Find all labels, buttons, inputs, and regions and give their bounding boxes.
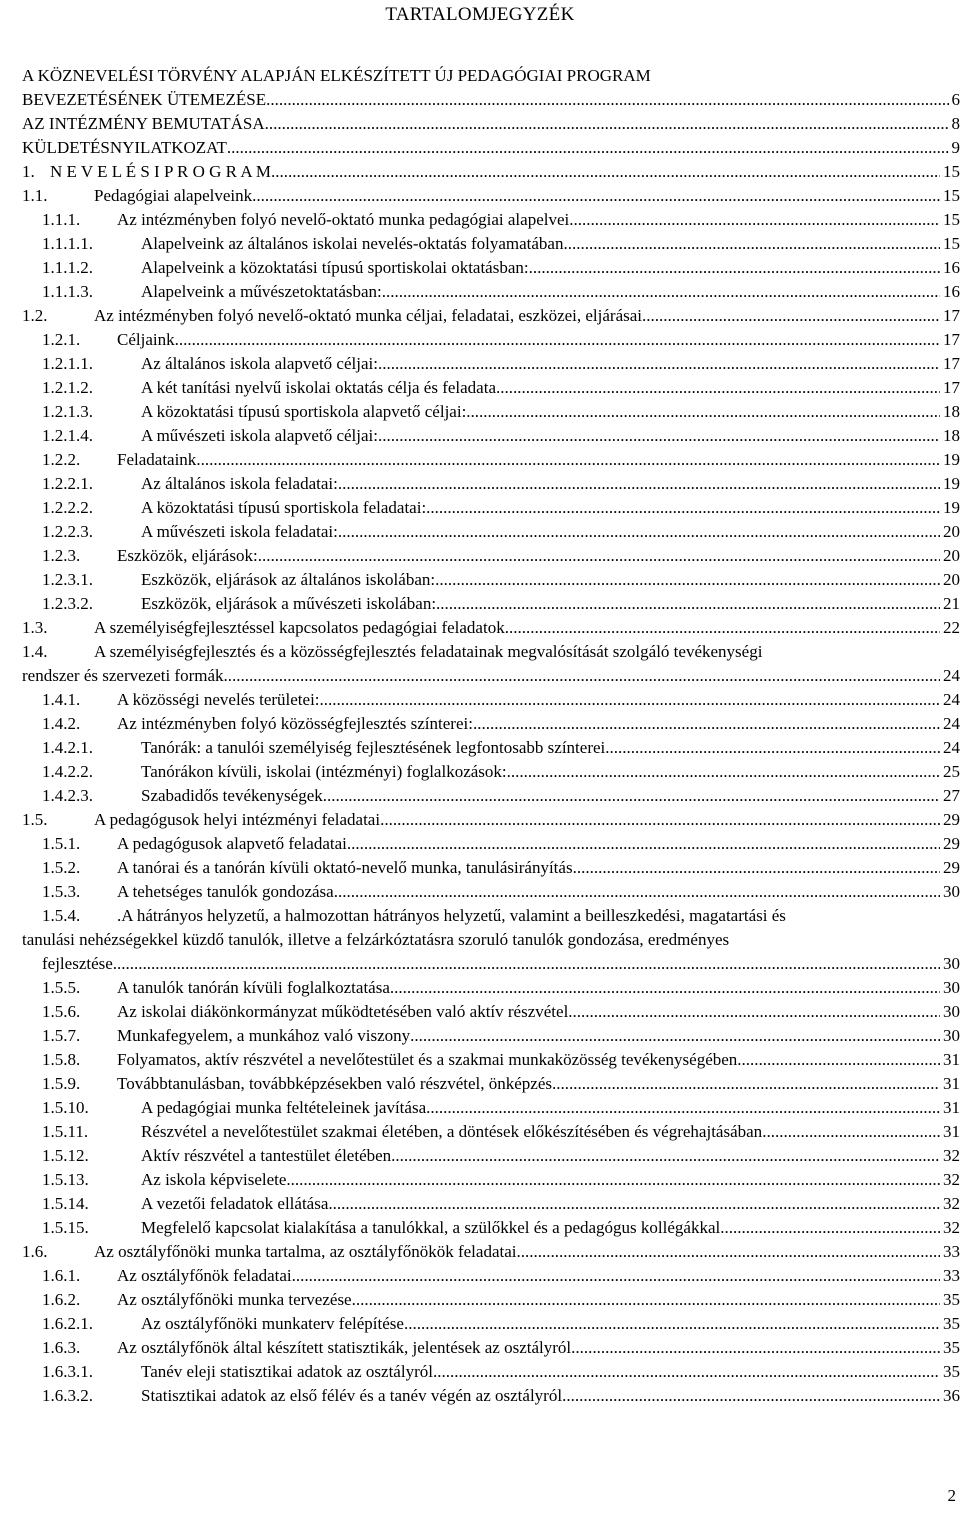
toc-dot-leader — [720, 1216, 940, 1240]
toc-entry-number: 1.1.1.1. — [42, 234, 93, 253]
toc-dot-leader — [466, 400, 940, 424]
toc-entry-title: A tehetséges tanulók gondozása — [117, 882, 334, 901]
toc-entry-title: Tanórákon kívüli, iskolai (intézményi) foglalkozások: — [141, 762, 507, 781]
toc-entry-page: 32 — [943, 1146, 960, 1165]
toc-entry-number: 1. — [22, 162, 35, 181]
toc-entry-title: A pedagógusok helyi intézményi feladatai — [94, 810, 381, 829]
toc-entry[interactable] — [22, 856, 960, 880]
toc-entry-page: 20 — [943, 546, 960, 565]
toc-entry-page: 35 — [943, 1362, 960, 1381]
toc-entry-number: 1.5.14. — [42, 1194, 89, 1213]
toc-dot-leader — [286, 1168, 940, 1192]
toc-entry[interactable] — [22, 232, 960, 256]
toc-entry-number: 1.2.2.1. — [42, 474, 93, 493]
toc-entry-number: 1.5.13. — [42, 1170, 89, 1189]
toc-entry[interactable] — [22, 520, 960, 544]
toc-entry[interactable] — [22, 760, 960, 784]
toc-entry-page: 35 — [943, 1290, 960, 1309]
toc-entry-page: 21 — [943, 594, 960, 613]
toc-entry-page: 30 — [943, 882, 960, 901]
toc-dot-leader — [426, 1096, 940, 1120]
toc-dot-leader — [382, 280, 940, 304]
toc-entry-number: 1.2.1.1. — [42, 354, 93, 373]
toc-dot-leader — [552, 1072, 940, 1096]
toc-entry-text-line: .A hátrányos helyzetű, a halmozottan hátrányos helyzetű, valamint a beilleszkedési, magatartási és — [117, 906, 786, 925]
toc-entry[interactable] — [22, 1120, 960, 1144]
toc-entry-page: 20 — [943, 570, 960, 589]
toc-dot-leader — [496, 376, 940, 400]
toc-entry-number: 1.2.2.2. — [42, 498, 93, 517]
toc-entry[interactable] — [22, 784, 960, 808]
toc-entry[interactable] — [22, 1072, 960, 1096]
toc-entry-page: 9 — [951, 138, 960, 157]
toc-entry-title: Tanév eleji statisztikai adatok az osztályról — [141, 1362, 433, 1381]
toc-entry-number: 1.2.3.1. — [42, 570, 93, 589]
toc-entry-page: 20 — [943, 522, 960, 541]
toc-entry-page: 31 — [943, 1050, 960, 1069]
toc-entry-number: 1.4.2. — [42, 714, 81, 733]
toc-entry-number: 1.2.2.3. — [42, 522, 93, 541]
toc-entry-title: A pedagógusok alapvető feladatai — [117, 834, 347, 853]
toc-dot-leader — [334, 880, 940, 904]
toc-entry-page: 24 — [943, 666, 960, 685]
toc-entry[interactable] — [22, 376, 960, 400]
toc-dot-leader — [562, 1384, 940, 1408]
toc-entry-page: 25 — [943, 762, 960, 781]
toc-entry-title: KÜLDETÉSNYILATKOZAT — [22, 138, 227, 157]
toc-entry-page: 16 — [943, 282, 960, 301]
toc-entry-page: 17 — [943, 378, 960, 397]
toc-entry-page: 19 — [943, 450, 960, 469]
toc-entry-page: 32 — [943, 1194, 960, 1213]
toc-entry-title: Feladataink — [117, 450, 197, 469]
toc-dot-leader — [347, 832, 940, 856]
toc-dot-leader — [328, 1192, 940, 1216]
toc-entry[interactable] — [22, 712, 960, 736]
toc-entry-number: 1.2.1. — [42, 330, 81, 349]
toc-entry-title: A közoktatási típusú sportiskola alapvető céljai: — [141, 402, 467, 421]
toc-dot-leader — [571, 1336, 940, 1360]
toc-entry-number: 1.4.2.2. — [42, 762, 93, 781]
toc-dot-leader — [642, 304, 940, 328]
toc-entry[interactable] — [22, 1000, 960, 1024]
toc-entries — [22, 88, 960, 1408]
toc-dot-leader — [292, 1264, 940, 1288]
toc-dot-leader — [252, 184, 940, 208]
toc-entry-title: Megfelelő kapcsolat kialakítása a tanulókkal, a szülőkkel és a pedagógus kollégákkal — [141, 1218, 721, 1237]
toc-dot-leader — [224, 664, 940, 688]
toc-entry-number: 1.5.6. — [42, 1002, 81, 1021]
toc-dot-leader — [380, 808, 940, 832]
toc-entry-title: Eszközök, eljárások az általános iskolában: — [141, 570, 436, 589]
toc-entry[interactable] — [22, 1024, 960, 1048]
toc-entry[interactable] — [22, 304, 960, 328]
toc-entry-page: 22 — [943, 618, 960, 637]
toc-entry[interactable] — [22, 1240, 960, 1264]
toc-entry-page: 29 — [943, 858, 960, 877]
toc-entry-number: 1.6.3. — [42, 1338, 81, 1357]
toc-entry-title: Az általános iskola feladatai: — [141, 474, 338, 493]
toc-entry-title: Részvétel a nevelőtestület szakmai életében, a döntések előkészítésében és végrehajtásában — [141, 1122, 763, 1141]
toc-entry[interactable] — [22, 1288, 960, 1312]
toc-entry-page: 17 — [943, 330, 960, 349]
toc-entry-page: 15 — [943, 210, 960, 229]
toc-entry-page: 32 — [943, 1170, 960, 1189]
toc-entry-title: A tanórai és a tanórán kívüli oktató-nevelő munka, tanulásirányítás — [117, 858, 573, 877]
toc-entry-number: 1.2.1.4. — [42, 426, 93, 445]
toc-dot-leader — [352, 1288, 940, 1312]
toc-entry[interactable] — [22, 880, 960, 904]
toc-entry-page: 29 — [943, 834, 960, 853]
toc-entry-number: 1.6.3.1. — [42, 1362, 93, 1381]
toc-dot-leader — [473, 712, 940, 736]
toc-dot-leader — [404, 1312, 940, 1336]
toc-entry-page: 17 — [943, 306, 960, 325]
toc-entry-title: A pedagógiai munka feltételeinek javítása — [141, 1098, 427, 1117]
toc-dot-leader — [320, 688, 940, 712]
toc-entry-title: Céljaink — [117, 330, 175, 349]
toc-entry-number: 1.2. — [22, 306, 48, 325]
toc-entry-number: 1.5.12. — [42, 1146, 89, 1165]
toc-entry-title: BEVEZETÉSÉNEK ÜTEMEZÉSE — [22, 90, 267, 109]
toc-entry[interactable] — [22, 904, 960, 976]
toc-entry[interactable] — [22, 1360, 960, 1384]
toc-entry-title: A művészeti iskola feladatai: — [141, 522, 338, 541]
toc-heading-line1: A KÖZNEVELÉSI TÖRVÉNY ALAPJÁN ELKÉSZÍTETT ÚJ PEDAGÓGIAI PROGRAM — [22, 66, 651, 85]
toc-entry-number: 1.5.11. — [42, 1122, 89, 1141]
toc-entry-title: A két tanítási nyelvű iskolai oktatás célja és feladata — [141, 378, 496, 397]
toc-entry[interactable] — [22, 400, 960, 424]
toc-entry-number: 1.5.4. — [42, 906, 81, 925]
toc-entry[interactable] — [22, 328, 960, 352]
toc-entry[interactable] — [22, 544, 960, 568]
toc-dot-leader — [378, 424, 940, 448]
toc-entry[interactable] — [22, 136, 960, 160]
toc-entry-title: Továbbtanulásban, továbbképzésekben való részvétel, önképzés — [117, 1074, 552, 1093]
toc-entry-number: 1.2.2. — [42, 450, 81, 469]
page-title: TARTALOMJEGYZÉK — [385, 4, 575, 25]
toc-entry-number: 1.5.15. — [42, 1218, 89, 1237]
toc-entry-page: 18 — [943, 426, 960, 445]
toc-entry-number: 1.4.2.1. — [42, 738, 93, 757]
toc-entry-title: Aktív részvétel a tantestület életében — [141, 1146, 392, 1165]
toc-entry[interactable] — [22, 1336, 960, 1360]
toc-entry-title: Folyamatos, aktív részvétel a nevelőtestület és a szakmai munkaközösség tevékenységében — [117, 1050, 738, 1069]
toc-entry-number: 1.5. — [22, 810, 48, 829]
toc-entry-number: 1.6. — [22, 1242, 48, 1261]
toc-entry-title: Eszközök, eljárások: — [117, 546, 258, 565]
toc-entry[interactable] — [22, 688, 960, 712]
toc-entry-number: 1.4. — [22, 642, 48, 661]
toc-entry-page: 19 — [943, 498, 960, 517]
toc-entry[interactable] — [22, 88, 960, 112]
toc-entry[interactable] — [22, 208, 960, 232]
toc-entry-title: Alapelveink a művészetoktatásban: — [141, 282, 382, 301]
toc-entry[interactable] — [22, 616, 960, 640]
toc-entry-title: rendszer és szervezeti formák — [22, 666, 224, 685]
toc-entry-page: 35 — [943, 1338, 960, 1357]
toc-dot-leader — [266, 88, 948, 112]
toc-entry-number: 1.5.5. — [42, 978, 81, 997]
toc-entry-title: Az iskola képviselete — [141, 1170, 287, 1189]
toc-entry-title: Alapelveink a közoktatási típusú sportiskolai oktatásban: — [141, 258, 529, 277]
toc-heading — [22, 64, 960, 88]
toc-entry-title: Alapelveink az általános iskolai nevelés-oktatás folyamatában — [141, 234, 564, 253]
toc-entry-title: Az iskolai diákönkormányzat működtetésében való aktív részvétel — [117, 1002, 569, 1021]
toc-dot-leader — [426, 496, 940, 520]
toc-entry-number: 1.1.1. — [42, 210, 81, 229]
toc-dot-leader — [436, 592, 940, 616]
toc-entry[interactable] — [22, 1216, 960, 1240]
toc-entry-number: 1.1.1.2. — [42, 258, 93, 277]
toc-entry[interactable] — [22, 1192, 960, 1216]
toc-entry[interactable] — [22, 280, 960, 304]
toc-entry-number: 1.5.7. — [42, 1026, 81, 1045]
toc-entry-page: 36 — [943, 1386, 960, 1405]
toc-entry[interactable] — [22, 472, 960, 496]
toc-dot-leader — [563, 232, 940, 256]
toc-entry-number: 1.2.3.2. — [42, 594, 93, 613]
toc-entry[interactable] — [22, 184, 960, 208]
toc-dot-leader — [410, 1024, 940, 1048]
toc-entry-page: 24 — [943, 738, 960, 757]
toc-entry-page: 24 — [943, 714, 960, 733]
toc-entry[interactable] — [22, 1048, 960, 1072]
toc-entry-page: 18 — [943, 402, 960, 421]
toc-entry[interactable] — [22, 256, 960, 280]
toc-dot-leader — [505, 616, 940, 640]
toc-entry-page: 32 — [943, 1218, 960, 1237]
toc-entry[interactable] — [22, 808, 960, 832]
toc-entry-text-line: tanulási nehézségekkel küzdő tanulók, illetve a felzárkóztatásra szoruló tanulók gondozása, eredményes — [22, 930, 730, 949]
toc-entry-page: 24 — [943, 690, 960, 709]
toc-entry-number: 1.4.2.3. — [42, 786, 93, 805]
toc-dot-leader — [175, 328, 940, 352]
toc-entry-number: 1.5.1. — [42, 834, 81, 853]
toc-entry-title: A közoktatási típusú sportiskola feladatai: — [141, 498, 427, 517]
toc-entry-title: Az osztályfőnök feladatai — [117, 1266, 292, 1285]
toc-entry-title: A művészeti iskola alapvető céljai: — [141, 426, 378, 445]
toc-entry[interactable] — [22, 1264, 960, 1288]
toc-dot-leader — [762, 1120, 940, 1144]
toc-entry-number: 1.2.3. — [42, 546, 81, 565]
toc-entry[interactable] — [22, 448, 960, 472]
toc-entry[interactable] — [22, 736, 960, 760]
toc-entry[interactable] — [22, 424, 960, 448]
table-of-contents — [22, 64, 960, 1408]
toc-dot-leader — [433, 1360, 940, 1384]
toc-dot-leader — [737, 1048, 940, 1072]
toc-entry-title: N E V E L É S I P R O G R A M — [50, 162, 272, 181]
toc-entry-title: Az általános iskola alapvető céljai: — [141, 354, 378, 373]
toc-entry-page: 15 — [943, 162, 960, 181]
toc-dot-leader — [258, 544, 940, 568]
toc-entry-title: Munkafegyelem, a munkához való viszony — [117, 1026, 411, 1045]
toc-dot-leader — [391, 1144, 940, 1168]
toc-dot-leader — [196, 448, 940, 472]
toc-entry-title: Statisztikai adatok az első félév és a tanév végén az osztályról — [141, 1386, 563, 1405]
toc-entry[interactable] — [22, 832, 960, 856]
toc-entry-number: 1.2.1.2. — [42, 378, 93, 397]
toc-entry-title: A személyiségfejlesztéssel kapcsolatos pedagógiai feladatok — [94, 618, 505, 637]
toc-entry-number: 1.5.2. — [42, 858, 81, 877]
toc-entry-number: 1.2.1.3. — [42, 402, 93, 421]
toc-entry-page: 27 — [943, 786, 960, 805]
page-number: 2 — [947, 1486, 956, 1505]
toc-entry[interactable] — [22, 352, 960, 376]
toc-entry-title: Az osztályfőnöki munka tervezése — [117, 1290, 352, 1309]
toc-entry-page: 6 — [951, 90, 960, 109]
toc-entry[interactable] — [22, 496, 960, 520]
toc-dot-leader — [390, 976, 940, 1000]
toc-dot-leader — [271, 160, 940, 184]
toc-entry[interactable] — [22, 112, 960, 136]
toc-entry-title: Az osztályfőnöki munka tartalma, az osztályfőnökök feladatai — [94, 1242, 517, 1261]
toc-entry-page: 30 — [943, 978, 960, 997]
toc-entry-number: 1.4.1. — [42, 690, 81, 709]
toc-dot-leader — [227, 136, 949, 160]
toc-dot-leader — [529, 256, 940, 280]
toc-entry-page: 30 — [943, 1026, 960, 1045]
toc-entry-page: 35 — [943, 1314, 960, 1333]
toc-entry[interactable] — [22, 592, 960, 616]
toc-dot-leader — [338, 520, 940, 544]
toc-entry-page: 8 — [951, 114, 960, 133]
toc-entry-title: Az osztályfőnök által készített statisztikák, jelentések az osztályról — [117, 1338, 572, 1357]
toc-entry-page: 15 — [943, 234, 960, 253]
toc-entry-page: 15 — [943, 186, 960, 205]
toc-dot-leader — [435, 568, 940, 592]
toc-entry-title: A közösségi nevelés területei: — [117, 690, 320, 709]
toc-entry-text-line: A személyiségfejlesztés és a közösségfejlesztés feladatainak megvalósítását szolgáló tevékenységi — [94, 642, 763, 661]
toc-entry-page: 16 — [943, 258, 960, 277]
toc-dot-leader — [568, 1000, 940, 1024]
toc-dot-leader — [569, 208, 940, 232]
toc-dot-leader — [605, 736, 940, 760]
toc-entry-page: 29 — [943, 810, 960, 829]
toc-dot-leader — [573, 856, 940, 880]
toc-entry-title: Tanórák: a tanulói személyiség fejlesztésének legfontosabb színterei — [141, 738, 606, 757]
toc-entry-number: 1.6.2. — [42, 1290, 81, 1309]
toc-entry[interactable] — [22, 640, 960, 688]
toc-dot-leader — [338, 472, 940, 496]
toc-entry[interactable] — [22, 1384, 960, 1408]
toc-entry-title: Az intézményben folyó nevelő-oktató munka pedagógiai alapelvei — [117, 210, 570, 229]
toc-entry-page: 33 — [943, 1242, 960, 1261]
toc-entry-title: Eszközök, eljárások a művészeti iskolában: — [141, 594, 437, 613]
toc-entry-title: Szabadidős tevékenységek — [141, 786, 323, 805]
toc-entry-title: Pedagógiai alapelveink — [94, 186, 253, 205]
toc-dot-leader — [378, 352, 940, 376]
toc-entry-title: Az osztályfőnöki munkaterv felépítése — [141, 1314, 404, 1333]
toc-entry-title: A vezetői feladatok ellátása — [141, 1194, 329, 1213]
toc-entry[interactable] — [22, 1168, 960, 1192]
toc-dot-leader — [265, 112, 949, 136]
toc-entry-number: 1.5.8. — [42, 1050, 81, 1069]
toc-entry[interactable] — [22, 1144, 960, 1168]
toc-entry[interactable] — [22, 160, 960, 184]
toc-entry-page: 19 — [943, 474, 960, 493]
toc-entry-number: 1.1.1.3. — [42, 282, 93, 301]
toc-dot-leader — [507, 760, 940, 784]
toc-entry-title: AZ INTÉZMÉNY BEMUTATÁSA — [22, 114, 265, 133]
toc-entry-title: Az intézményben folyó nevelő-oktató munka céljai, feladatai, eszközei, eljárásai — [94, 306, 643, 325]
toc-entry[interactable] — [22, 976, 960, 1000]
toc-entry-page: 30 — [943, 954, 960, 973]
toc-entry-title: A tanulók tanórán kívüli foglalkoztatása — [117, 978, 390, 997]
toc-entry-number: 1.5.3. — [42, 882, 81, 901]
toc-entry[interactable] — [22, 568, 960, 592]
toc-dot-leader — [113, 952, 940, 976]
toc-dot-leader — [323, 784, 940, 808]
toc-entry-number: 1.1. — [22, 186, 48, 205]
toc-entry-number: 1.6.2.1. — [42, 1314, 93, 1333]
toc-entry[interactable] — [22, 1096, 960, 1120]
toc-entry-page: 30 — [943, 1002, 960, 1021]
toc-entry-number: 1.6.1. — [42, 1266, 81, 1285]
toc-entry-page: 33 — [943, 1266, 960, 1285]
toc-entry-number: 1.6.3.2. — [42, 1386, 93, 1405]
toc-entry-number: 1.3. — [22, 618, 48, 637]
toc-entry-title: fejlesztése — [42, 954, 113, 973]
toc-dot-leader — [517, 1240, 941, 1264]
toc-entry-page: 31 — [943, 1074, 960, 1093]
toc-entry-page: 31 — [943, 1122, 960, 1141]
toc-entry-number: 1.5.10. — [42, 1098, 89, 1117]
toc-entry-number: 1.5.9. — [42, 1074, 81, 1093]
toc-entry[interactable] — [22, 1312, 960, 1336]
toc-entry-page: 31 — [943, 1098, 960, 1117]
toc-entry-title: Az intézményben folyó közösségfejlesztés színterei: — [117, 714, 473, 733]
toc-entry-page: 17 — [943, 354, 960, 373]
